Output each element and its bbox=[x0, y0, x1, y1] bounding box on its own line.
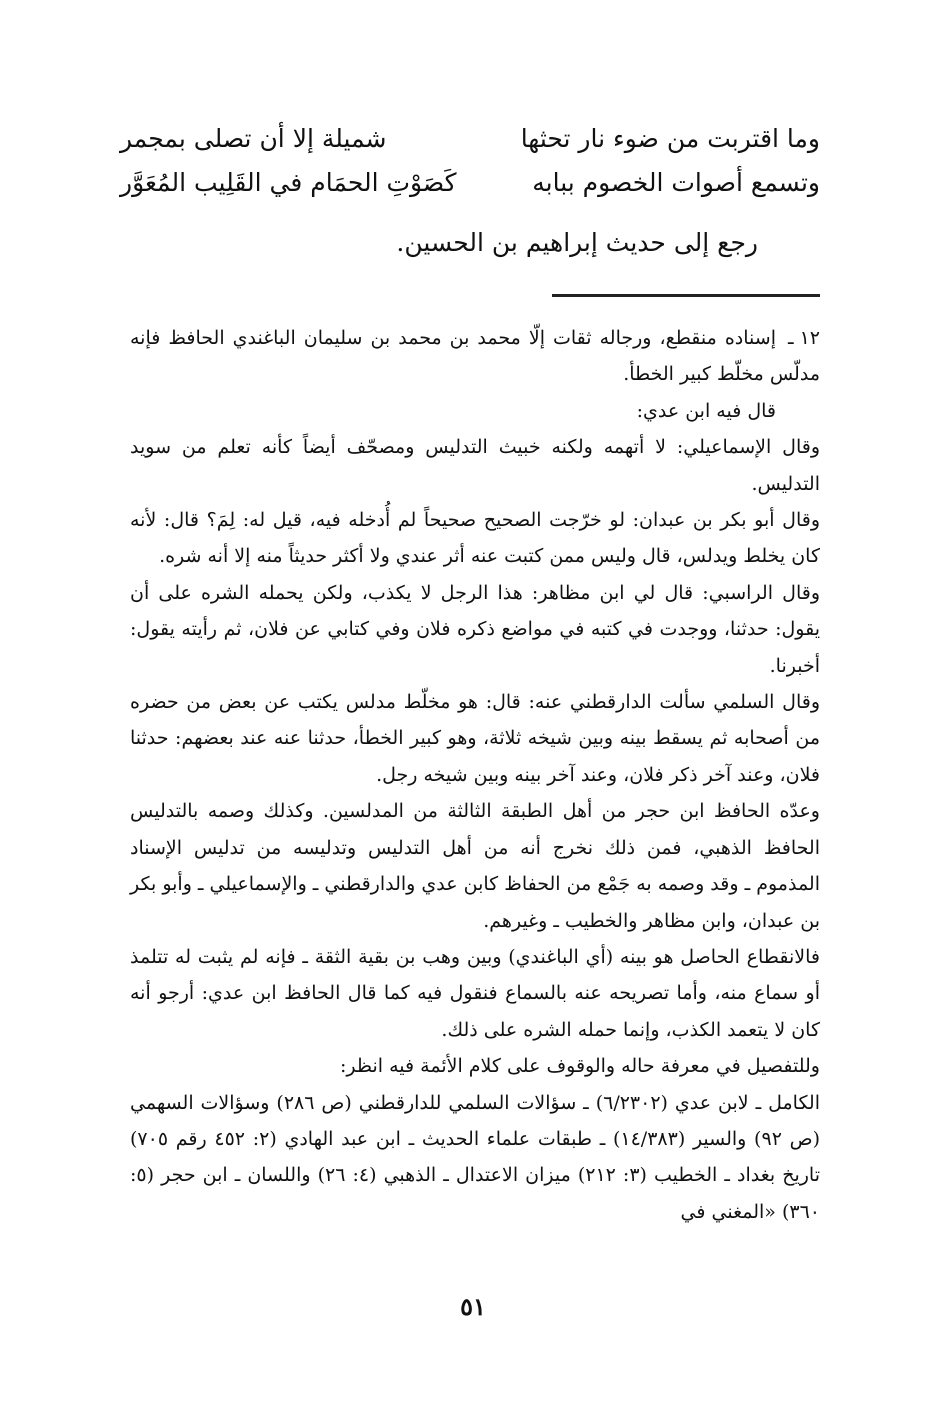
footnote-paragraph: وقال الإسماعيلي: لا أتهمه ولكنه خبيث التدليس ومصحّف أيضاً كأنه تعلم من سويد التدليس. bbox=[130, 436, 820, 495]
footnote-paragraph bbox=[130, 320, 820, 393]
verse-second-hemistich: شميلة إلا أن تصلى بمجمر bbox=[120, 124, 387, 153]
footnote-paragraph: وعدّه الحافظ ابن حجر من أهل الطبقة الثالثة من المدلسين. وكذلك وصمه بالتدليس الحافظ الذهبي، فمن ذلك نخرج أنه من أهل التدليس وتدليسه من تدليس الإسناد المذموم ـ وقد وصمه به جَمْع من الحفاظ كابن عدي والدارقطني ـ والإسماعيلي ـ وأبو بكر بن عبدان، وابن مظاهر والخطيب ـ وغيرهم. bbox=[130, 800, 820, 932]
footnote-paragraph: وقال السلمي سألت الدارقطني عنه: قال: هو مخلّط مدلس يكتب عن بعض من حضره من أصحابه ثم يسقط بينه وبين شيخه ثلاثة، وهو كبير الخطأ، حدثنا عنه عند بعضهم: حدثنا فلان، وعند آخر ذكر فلان، وعند آخر بينه وبين شيخه رجل. bbox=[130, 691, 820, 786]
prose-line: رجع إلى حديث إبراهيم بن الحسين. bbox=[396, 228, 758, 257]
footnote-number: ١٢ ـ bbox=[787, 327, 820, 349]
footnote-paragraph: وللتفصيل في معرفة حاله والوقوف على كلام الأئمة فيه انظر: bbox=[340, 1055, 820, 1078]
verse-first-hemistich: وما اقتربت من ضوء نار تحثها bbox=[520, 124, 820, 153]
page-number: ٥١ bbox=[460, 1292, 486, 1321]
footnote-paragraph: وقال أبو بكر بن عبدان: لو خرّجت الصحيح صحيحاً لم أُدخله فيه، قيل له: لِمَ؟ قال: لأنه كان يخلط ويدلس، قال وليس ممن كتبت عنه أثر عندي ولا أكثر حديثاً منه إلا أنه شره. bbox=[130, 509, 820, 568]
footnote-separator bbox=[552, 294, 820, 297]
verse-second-hemistich: كَصَوْتِ الحمَام في القَلِيب المُعَوَّر bbox=[120, 168, 457, 197]
verse-first-hemistich: وتسمع أصوات الخصوم ببابه bbox=[532, 168, 820, 197]
footnote-text: إسناده منقطع، ورجاله ثقات إلّا محمد بن محمد بن سليمان الباغندي الحافظ فإنه مدلّس مخلّط كبير الخطأ. bbox=[130, 327, 820, 386]
footnote-paragraph: الكامل ـ لابن عدي (٦/٢٣٠٢) ـ سؤالات السلمي للدارقطني (ص ٢٨٦) وسؤالات السهمي (ص ٩٢) والسير (١٤/٣٨٣) ـ طبقات علماء الحديث ـ ابن عبد الهادي (٢: ٤٥٢ رقم ٧٠٥) تاريخ بغداد ـ الخطيب (٣: ٢١٢) ميزان الاعتدال ـ الذهبي (٤: ٢٦) واللسان ـ ابن حجر (٥: ٣٦٠) «المغني في bbox=[130, 1091, 820, 1223]
footnote bbox=[130, 320, 820, 1230]
footnote-paragraph: قال فيه ابن عدي: bbox=[636, 399, 776, 422]
footnote-paragraph: فالانقطاع الحاصل هو بينه (أي الباغندي) وبين وهب بن بقية الثقة ـ فإنه لم يثبت له تتلمذ أو سماع منه، وأما تصريحه عنه بالسماع فنقول فيه كما قال الحافظ ابن عدي: أرجو أنه كان لا يتعمد الكذب، وإنما حمله الشره على ذلك. bbox=[130, 945, 820, 1041]
footnote-paragraph: وقال الراسبي: قال لي ابن مظاهر: هذا الرجل لا يكذب، ولكن يحمله الشره على أن يقول: حدثنا، ووجدت في كتبه في مواضع ذكره فلان وفي كتابي عن فلان، ثم رأيته يقول: أخبرنا. bbox=[130, 581, 820, 677]
